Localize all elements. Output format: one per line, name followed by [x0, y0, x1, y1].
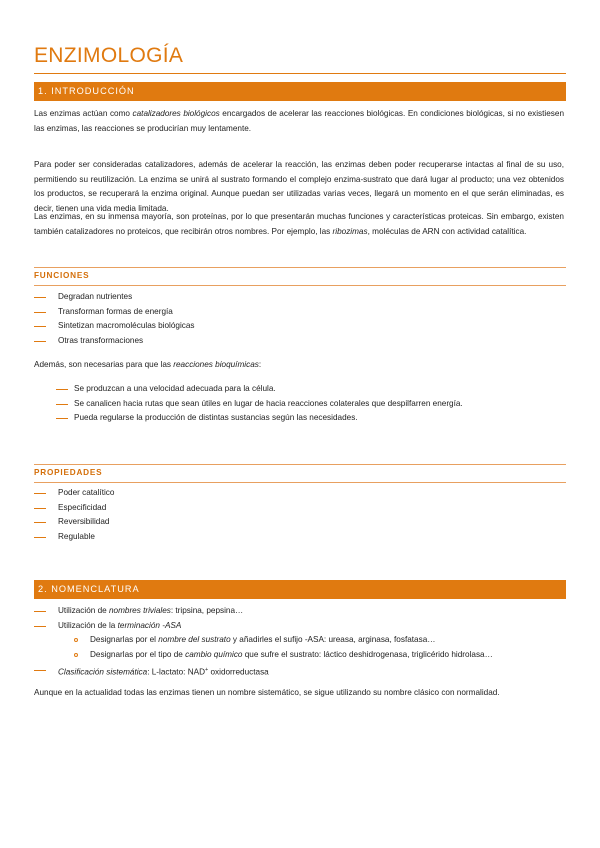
text-run: Las enzimas actúan como — [34, 109, 133, 118]
list-item-text: Especificidad — [58, 502, 107, 512]
title-divider — [34, 73, 566, 74]
dash-bullet-icon — [56, 389, 68, 390]
list-item — [34, 501, 114, 516]
list-item — [34, 648, 493, 663]
emphasis-text: nombre del sustrato — [158, 635, 231, 645]
superscript-text: + — [204, 666, 209, 673]
nomenclatura-list — [34, 604, 493, 677]
list-item — [34, 633, 493, 648]
emphasis-text: terminación -ASA — [117, 620, 182, 630]
text-run: Utilización de — [58, 606, 109, 615]
intro-paragraph-2: Para poder ser consideradas catalizadores, además de acelerar la reacción, las enzimas deben poder recuperarse intactas al final de su uso, permitiendo su reutilización. La enzima se unirá al sustrato formando el complejo enzima-sustrato que dará lugar al producto; una vez obtenidos los productos, se recuperará la enzima original. Aunque puedan ser utilizadas varias veces, llegará un momento en el que serán eliminadas, es decir, tienen una vida media limitada. — [34, 160, 564, 213]
propiedades-top-divider — [34, 464, 566, 465]
list-item-text: Pueda regularse la producción de distintas sustancias según las necesidades. — [74, 413, 358, 423]
list-item-text: Sintetizan macromoléculas biológicas — [58, 321, 195, 331]
text-run: Las enzimas, en su inmensa mayoría, son proteínas, por lo que presentarán muchas funciones y características proteicas. Sin embargo, existen también catalizadores no proteicos, que recibirán otros nombres. Por ejemplo, las — [34, 212, 564, 236]
propiedades-list — [34, 486, 114, 545]
text-run: oxidorreductasa — [208, 667, 269, 677]
subheading-funciones: FUNCIONES — [34, 271, 90, 280]
text-run: Designarlas por el tipo de — [90, 650, 186, 660]
funciones-intro-paragraph — [34, 358, 564, 373]
dash-bullet-icon — [34, 341, 46, 342]
funciones-sub-list — [34, 382, 463, 426]
section-heading-nomenclatura: 2. NOMENCLATURA — [34, 580, 566, 599]
list-item — [34, 604, 493, 619]
list-item — [34, 290, 195, 305]
list-item — [34, 411, 463, 426]
intro-paragraph-3 — [34, 210, 564, 239]
emphasis-text: cambio químico — [185, 650, 243, 660]
list-item — [34, 530, 114, 545]
dash-bullet-icon — [34, 312, 46, 313]
text-run: Designarlas por el — [90, 635, 159, 645]
list-item — [34, 382, 463, 397]
dash-bullet-icon — [56, 418, 68, 419]
text-run: Utilización de la — [58, 620, 118, 630]
subheading-propiedades: PROPIEDADES — [34, 468, 103, 477]
nomenclatura-closing-paragraph: Aunque en la actualidad todas las enzimas tienen un nombre sistemático, se sigue utilizando su nombre clásico con normalidad. — [34, 688, 500, 697]
dash-bullet-icon — [34, 493, 46, 494]
list-item-text: Transforman formas de energía — [58, 306, 173, 316]
list-item — [34, 663, 493, 678]
funciones-bottom-divider — [34, 285, 566, 286]
dash-bullet-icon — [56, 404, 68, 405]
propiedades-bottom-divider — [34, 482, 566, 483]
emphasis-text: nombres triviales — [108, 606, 171, 615]
list-item-text: Otras transformaciones — [58, 336, 144, 346]
list-item — [34, 486, 114, 501]
funciones-list — [34, 290, 195, 349]
dash-bullet-icon — [34, 626, 46, 627]
emphasis-text: catalizadores biológicos — [132, 109, 220, 118]
section-heading-introduccion: 1. INTRODUCCIÓN — [34, 82, 566, 101]
dash-bullet-icon — [34, 326, 46, 327]
dash-bullet-icon — [34, 670, 46, 671]
list-item — [34, 397, 463, 412]
circle-bullet-icon — [74, 638, 78, 642]
text-run: : L-lactato: NAD — [147, 667, 205, 677]
list-item — [34, 619, 493, 634]
list-item-text: Se produzcan a una velocidad adecuada para la célula. — [74, 384, 276, 393]
list-item — [34, 334, 195, 349]
emphasis-text: reacciones bioquímicas — [173, 360, 259, 369]
circle-bullet-icon — [74, 653, 78, 657]
list-item-text: Reversibilidad — [58, 517, 110, 527]
emphasis-text: ribozimas — [332, 226, 368, 236]
text-run: encargados de acelerar las reacciones biológicas. En condiciones biológicas, si no existiesen las enzimas, las reacciones se producirían muy lentamente. — [34, 109, 564, 133]
dash-bullet-icon — [34, 537, 46, 538]
list-item — [34, 515, 114, 530]
list-item — [34, 305, 195, 320]
dash-bullet-icon — [34, 297, 46, 298]
page-title: ENZIMOLOGÍA — [34, 44, 184, 67]
text-run: , moléculas de ARN con actividad catalítica. — [367, 226, 527, 236]
text-run: Además, son necesarias para que las — [34, 360, 174, 369]
dash-bullet-icon — [34, 508, 46, 509]
text-run: que sufre el sustrato: láctico deshidrogenasa, triglicérido hidrolasa… — [242, 650, 493, 660]
intro-paragraph-1 — [34, 107, 564, 136]
text-run: : — [258, 360, 262, 369]
text-run: : tripsina, pepsina… — [170, 606, 244, 615]
emphasis-text: Clasificación sistemática — [58, 667, 148, 677]
list-item-text: Poder catalítico — [58, 488, 115, 497]
dash-bullet-icon — [34, 611, 46, 612]
list-item-text: Regulable — [58, 532, 95, 542]
text-run: y añadirles el sufijo -ASA: ureasa, arginasa, fosfatasa… — [230, 635, 436, 645]
funciones-top-divider — [34, 267, 566, 268]
list-item-text: Degradan nutrientes — [58, 292, 133, 301]
dash-bullet-icon — [34, 522, 46, 523]
list-item-text: Se canalicen hacia rutas que sean útiles en lugar de hacia reacciones colaterales que despilfarren energía. — [74, 398, 463, 408]
list-item — [34, 319, 195, 334]
